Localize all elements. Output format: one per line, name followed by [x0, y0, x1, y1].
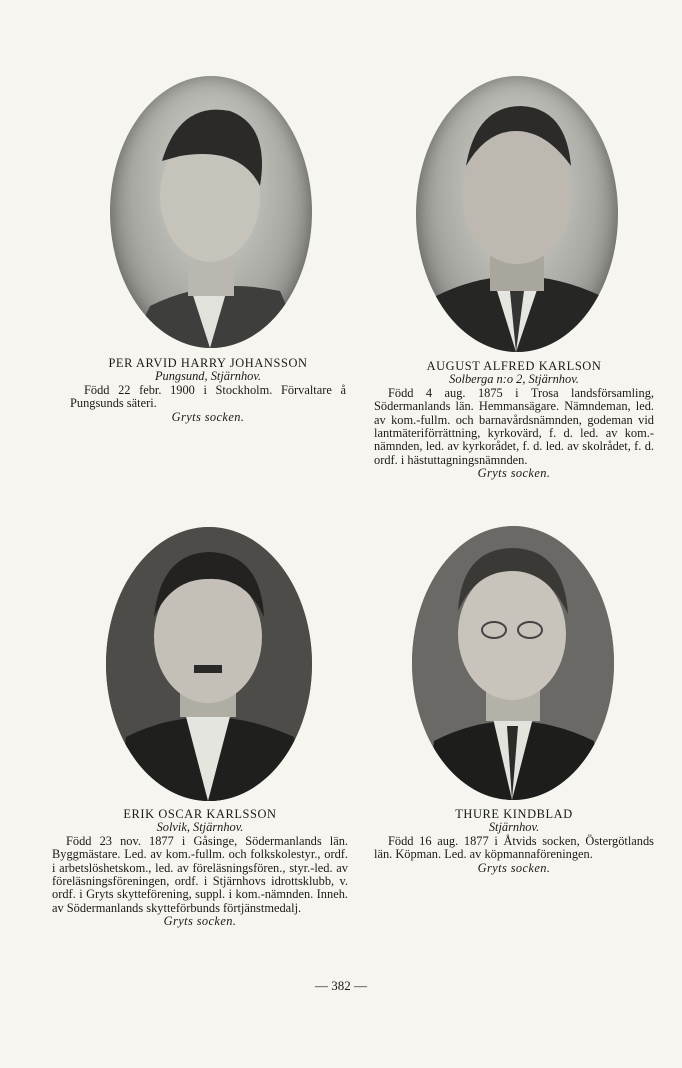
- entry-text: [374, 808, 654, 875]
- person-name: AUGUST ALFRED KARLSON: [426, 359, 602, 373]
- person-residence: Stjärnhov.: [488, 820, 540, 835]
- person-name: THURE KINDBLAD: [455, 807, 573, 821]
- page-number: — 382 —: [315, 978, 367, 993]
- portrait-photo: [416, 76, 618, 352]
- person-biography: Född 22 febr. 1900 i Stockholm. Förvaltare å Pungsunds säteri.: [70, 382, 346, 411]
- portrait-photo: [106, 527, 312, 801]
- entry-text: [70, 357, 346, 424]
- portrait-photo: [412, 526, 614, 800]
- person-residence: Solvik, Stjärnhov.: [156, 820, 244, 835]
- entry-text: [52, 808, 348, 929]
- parish-name: Gryts socken.: [163, 914, 237, 929]
- parish-name: Gryts socken.: [477, 466, 551, 481]
- portrait-photo: [110, 76, 312, 348]
- person-name: PER ARVID HARRY JOHANSSON: [108, 356, 308, 370]
- person-residence: Solberga n:o 2, Stjärnhov.: [449, 372, 579, 387]
- parish-name: Gryts socken.: [477, 860, 551, 875]
- person-biography: Född 4 aug. 1875 i Trosa landsförsamling, Södermanlands län. Hemmansägare. Nämndeman, led. av kom.-fullm. och barnavårdsnämnden, godeman vid lantmäteriförrättning, kyrkovärd, f. d. led. av kom.-nämnden, led. av kyrkorådet, f. d. led. av skolrådet, f. d. ordf. i hästuttagningsnämnden.: [374, 385, 654, 467]
- entry-text: [374, 360, 654, 481]
- person-name: ERIK OSCAR KARLSSON: [123, 807, 277, 821]
- person-biography: Född 23 nov. 1877 i Gåsinge, Södermanlands län. Byggmästare. Led. av kom.-fullm. och folkskolestyr., ordf. i arbetslöshetskom., led. av föreläsningsfören., styr.-led. av föreläsningsföreningen, ordf. i Stjärnhovs idrottsklubb, v. ordf. i Gryts skytteförening, suppl. i kom.-nämnden. Inneh. av Södermanlands skytteförbunds förtjänstmedalj.: [52, 833, 348, 915]
- parish-name: Gryts socken.: [171, 409, 245, 424]
- person-biography: Född 16 aug. 1877 i Åtvids socken, Östergötlands län. Köpman. Led. av köpmannaföreningen.: [374, 833, 654, 862]
- person-residence: Pungsund, Stjärnhov.: [154, 369, 262, 384]
